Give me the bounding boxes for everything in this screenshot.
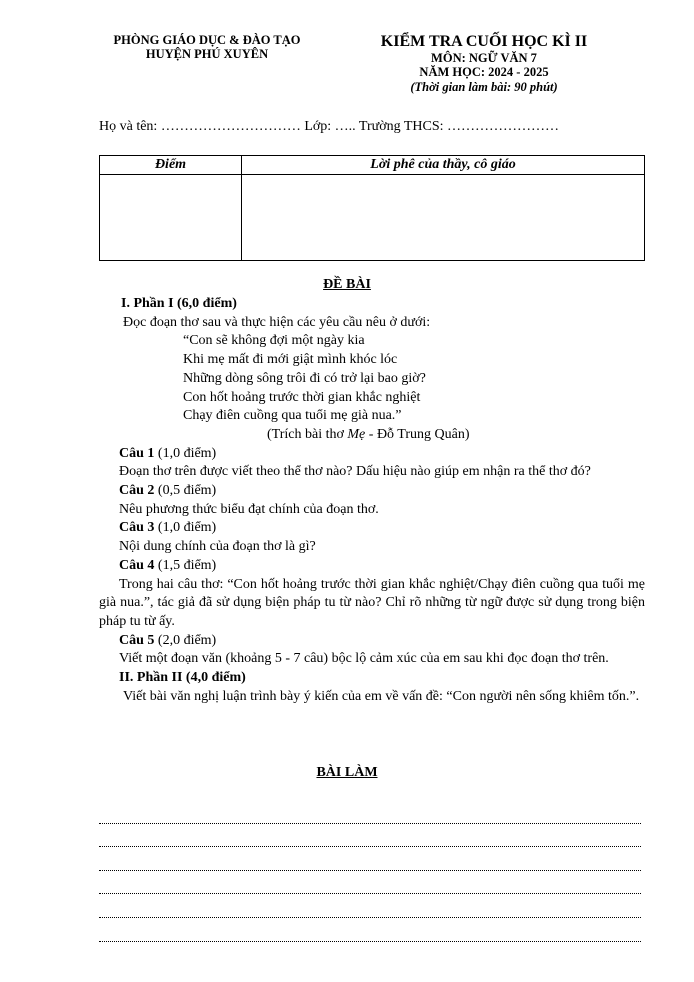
answer-line[interactable] bbox=[99, 824, 641, 848]
comment-column-header: Lời phê của thầy, cô giáo bbox=[242, 156, 645, 175]
question-points: (1,0 điểm) bbox=[154, 520, 217, 536]
question-label: Câu 1 bbox=[119, 445, 155, 461]
question-label: Câu 3 bbox=[119, 520, 155, 536]
duration-line: (Thời gian làm bài: 90 phút) bbox=[410, 80, 558, 94]
exam-title: KIỂM TRA CUỐI HỌC KÌ II bbox=[380, 33, 588, 50]
de-bai-title: ĐỀ BÀI bbox=[323, 277, 371, 292]
grade-column-header: Điểm bbox=[100, 156, 242, 175]
department-header bbox=[92, 33, 322, 61]
source-suffix: - Đỗ Trung Quân) bbox=[365, 426, 470, 442]
answer-area[interactable] bbox=[99, 800, 641, 942]
part1-instruction: Đọc đoạn thơ sau và thực hiện các yêu cầu nêu ở dưới: bbox=[123, 314, 431, 330]
question-1-heading bbox=[99, 445, 645, 464]
question-points: (1,5 điểm) bbox=[154, 557, 217, 573]
exam-body bbox=[99, 295, 645, 706]
source-prefix: (Trích bài thơ bbox=[267, 426, 348, 442]
question-1-text: Đoạn thơ trên được viết theo thể thơ nào? Dấu hiệu nào giúp em nhận ra thể thơ đó? bbox=[119, 464, 591, 480]
department-name: PHÒNG GIÁO DỤC & ĐÀO TẠO bbox=[113, 33, 301, 47]
question-label: Câu 5 bbox=[119, 632, 155, 648]
question-3-text: Nội dung chính của đoạn thơ là gì? bbox=[119, 539, 316, 555]
question-4-text: Trong hai câu thơ: “Con hốt hoảng trước thời gian khắc nghiệt/Chạy điên cuồng qua tuổi mẹ già nua.”, tác giả đã sử dụng biện pháp tu từ nào? Chỉ rõ những từ ngữ được sử dụng trong biện pháp tu từ ấy. bbox=[99, 576, 645, 629]
question-2-text: Nêu phương thức biểu đạt chính của đoạn thơ. bbox=[119, 501, 379, 517]
comment-cell[interactable] bbox=[242, 175, 645, 261]
school-year-line: NĂM HỌC: 2024 - 2025 bbox=[419, 65, 549, 79]
question-label: Câu 4 bbox=[119, 557, 155, 573]
part1-title: I. Phần I (6,0 điểm) bbox=[121, 296, 237, 311]
student-info-line: Họ và tên: ………………………… Lớp: ….. Trường THCS: …………………… bbox=[99, 119, 560, 134]
answer-line[interactable] bbox=[99, 847, 641, 871]
answer-line[interactable] bbox=[99, 871, 641, 895]
grade-table bbox=[99, 155, 645, 261]
question-4-heading bbox=[99, 557, 645, 576]
question-5-text: Viết một đoạn văn (khoảng 5 - 7 câu) bộc lộ cảm xúc của em sau khi đọc đoạn thơ trên. bbox=[119, 651, 609, 667]
poem-line: Những dòng sông trôi đi có trở lại bao giờ? bbox=[183, 370, 426, 386]
poem-line: Chạy điên cuồng qua tuổi mẹ già nua.” bbox=[183, 408, 402, 424]
subject-line: MÔN: NGỮ VĂN 7 bbox=[431, 51, 537, 65]
question-points: (2,0 điểm) bbox=[154, 632, 217, 648]
part2-text: Viết bài văn nghị luận trình bày ý kiến của em về vấn đề: “Con người nên sống khiêm tốn.”. bbox=[123, 688, 640, 704]
answer-line[interactable] bbox=[99, 918, 641, 942]
answer-line[interactable] bbox=[99, 894, 641, 918]
poem-line: Con hốt hoảng trước thời gian khắc nghiệt bbox=[183, 389, 421, 405]
bai-lam-title: BÀI LÀM bbox=[316, 765, 378, 780]
poem-line: “Con sẽ không đợi một ngày kia bbox=[183, 333, 365, 349]
grade-cell[interactable] bbox=[100, 175, 242, 261]
question-points: (0,5 điểm) bbox=[154, 483, 217, 499]
poem-source bbox=[99, 426, 645, 445]
district-name: HUYỆN PHÚ XUYÊN bbox=[145, 47, 269, 61]
answer-line[interactable] bbox=[99, 800, 641, 824]
question-label: Câu 2 bbox=[119, 483, 155, 499]
question-5-heading bbox=[99, 632, 645, 651]
source-title: Mẹ bbox=[347, 426, 366, 442]
question-3-heading bbox=[99, 519, 645, 538]
question-2-heading bbox=[99, 482, 645, 501]
poem-line: Khi mẹ mất đi mới giật mình khóc lóc bbox=[183, 352, 398, 368]
part2-title: II. Phần II (4,0 điểm) bbox=[119, 670, 246, 686]
exam-header bbox=[360, 33, 608, 95]
question-points: (1,0 điểm) bbox=[154, 445, 217, 461]
